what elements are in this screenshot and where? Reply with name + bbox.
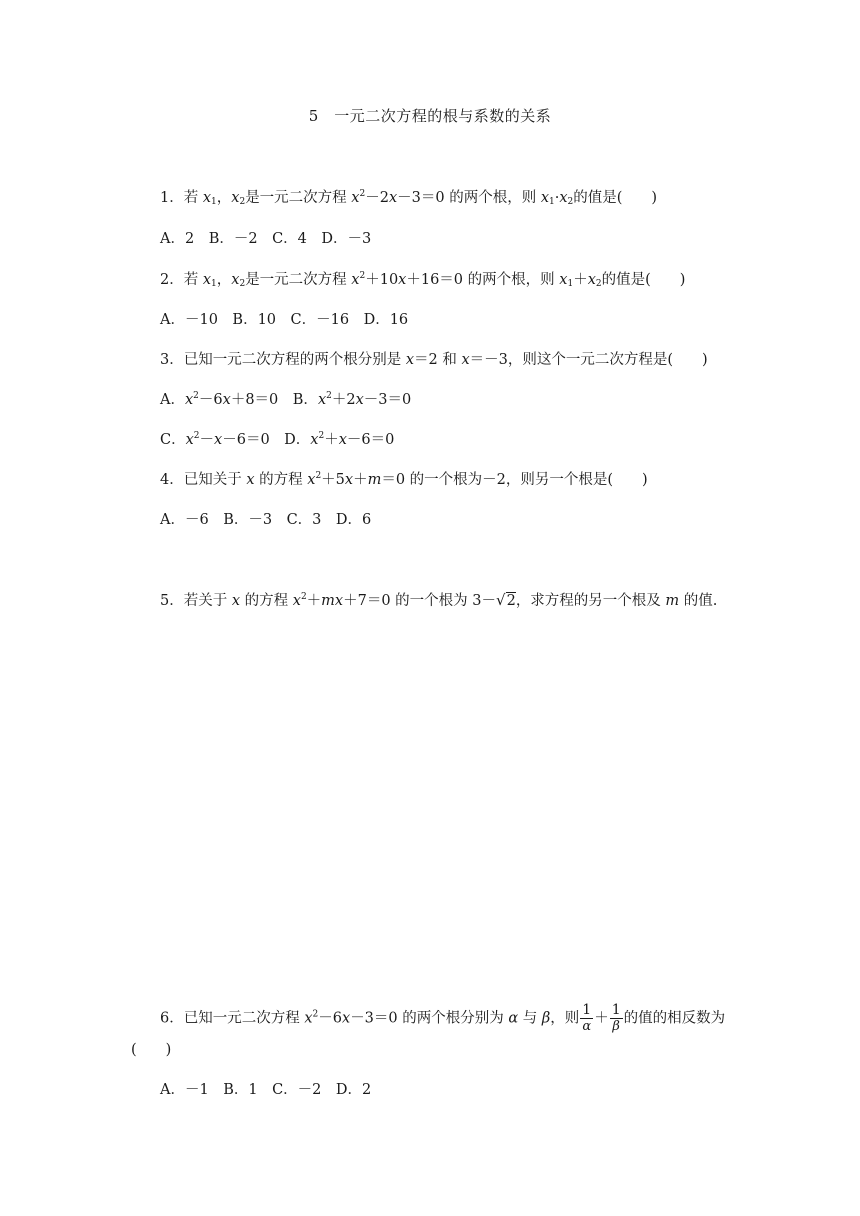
question-6-answer-blank: ( ) bbox=[131, 1042, 172, 1058]
question-3-text: 3．已知一元二次方程的两个根分别是 x＝2 和 x＝－3，则这个一元二次方程是( ) bbox=[160, 352, 708, 368]
question-4-text: 4．已知关于 x 的方程 $x^2+5x+m=0$ 的一个根为－2，则另一个根是( ) bbox=[160, 471, 648, 488]
question-3-options-ab: A．$x^2-6x+8=0$ B．$x^2+2x-3=0$ bbox=[160, 391, 412, 408]
page-title: 5 一元二次方程的根与系数的关系 bbox=[308, 107, 552, 125]
question-2-options: A．－10 B．10 C．－16 D．16 bbox=[160, 312, 409, 328]
fraction-one-over-beta: $\frac{1}{\beta}$ bbox=[611, 1002, 621, 1034]
question-6-text: 6．已知一元二次方程 $x^2-6x-3=0$ 的两个根分别为 α 与 β，则 $\frac{1}{\alpha}$ ＋ $\frac{1}{\beta}$ 的值的相反数为 bbox=[160, 1002, 726, 1034]
question-3-options-cd: C．$x^2-x-6=0$ D．$x^2+x-6=0$ bbox=[160, 431, 395, 448]
question-6-options: A．－1 B．1 C．－2 D．2 bbox=[160, 1082, 372, 1098]
question-5-text: 5．若关于 x 的方程 $x^2+mx+7=0$ 的一个根为 3－√2，求方程的另一个根及 m 的值. bbox=[160, 591, 718, 609]
question-1-options: A．2 B．－2 C．4 D．－3 bbox=[160, 231, 372, 247]
fraction-one-over-alpha: $\frac{1}{\alpha}$ bbox=[582, 1002, 592, 1034]
question-4-options: A．－6 B．－3 C．3 D．6 bbox=[160, 512, 372, 528]
question-2-text: 2．若 $x_1$，$x_2$是一元二次方程 $x^2+10x+16=0$ 的两个根，则 $x_1+x_2$的值是( ) bbox=[160, 271, 686, 289]
question-1-text: 1．若 $x_1$，$x_2$是一元二次方程 $x^2-2x-3=0$ 的两个根，则 $x_1\cdot x_2$的值是( ) bbox=[160, 189, 658, 207]
sqrt-symbol: √2 bbox=[496, 591, 516, 609]
